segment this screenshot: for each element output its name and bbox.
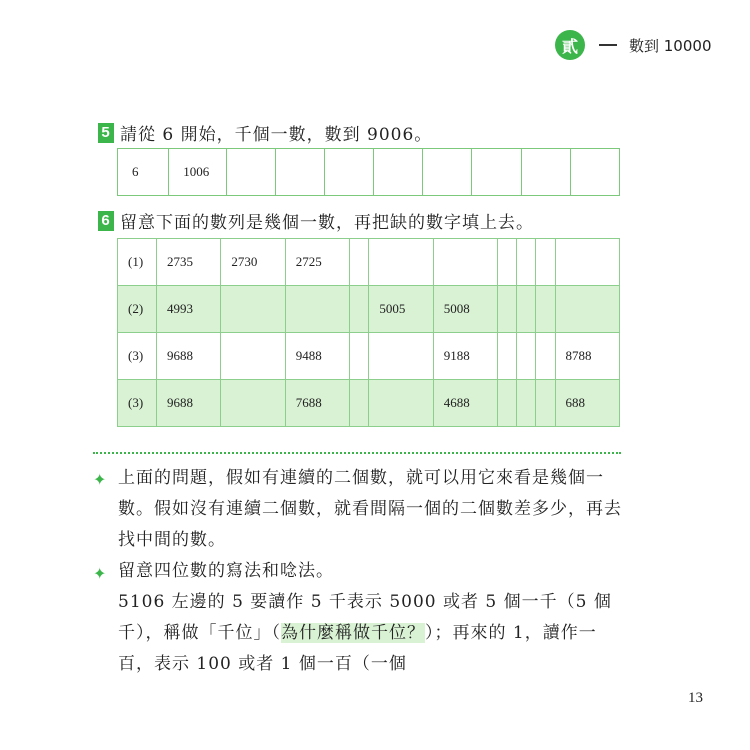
answer-cell[interactable] xyxy=(350,239,369,286)
answer-cell[interactable] xyxy=(423,149,472,196)
star-bullet-icon: ✦ xyxy=(93,564,107,583)
answer-cell[interactable] xyxy=(369,380,433,427)
table-row xyxy=(118,380,620,427)
note-text: 5106 左邊的 5 要讀作 5 千表示 5000 或者 5 個一千（5 個千），稱做「千位」（ xyxy=(118,592,612,643)
answer-cell[interactable]: 6 xyxy=(118,149,169,196)
question-6-text: 留意下面的數列是幾個一數，再把缺的數字填上去。 xyxy=(120,213,534,233)
answer-cell[interactable] xyxy=(517,380,536,427)
answer-cell[interactable] xyxy=(555,239,619,286)
question-6-number: 6 xyxy=(98,211,114,231)
answer-cell[interactable] xyxy=(498,286,517,333)
answer-cell[interactable]: 4993 xyxy=(157,286,221,333)
answer-cell[interactable]: 8788 xyxy=(555,333,619,380)
answer-cell[interactable] xyxy=(555,286,619,333)
row-label: (1) xyxy=(118,239,157,286)
chapter-title: 數到 10000 xyxy=(629,36,712,55)
answer-cell[interactable] xyxy=(472,149,521,196)
answer-cell[interactable] xyxy=(517,239,536,286)
answer-cell[interactable] xyxy=(350,286,369,333)
answer-cell[interactable] xyxy=(226,149,275,196)
answer-cell[interactable]: 2735 xyxy=(157,239,221,286)
answer-cell[interactable] xyxy=(498,380,517,427)
answer-cell[interactable] xyxy=(521,149,570,196)
answer-cell[interactable] xyxy=(324,149,373,196)
answer-cell[interactable] xyxy=(570,149,619,196)
answer-cell[interactable]: 9188 xyxy=(433,333,497,380)
answer-cell[interactable] xyxy=(221,380,285,427)
answer-cell[interactable] xyxy=(536,380,555,427)
answer-cell[interactable]: 5005 xyxy=(369,286,433,333)
question-6 xyxy=(98,208,534,233)
answer-cell[interactable]: 2725 xyxy=(285,239,349,286)
section-divider xyxy=(93,452,621,454)
answer-cell[interactable] xyxy=(498,239,517,286)
chapter-header xyxy=(555,30,712,60)
table-row xyxy=(118,149,620,196)
answer-cell[interactable]: 4688 xyxy=(433,380,497,427)
answer-cell[interactable]: 2730 xyxy=(221,239,285,286)
answer-cell[interactable] xyxy=(275,149,324,196)
answer-cell[interactable] xyxy=(433,239,497,286)
question-5 xyxy=(98,120,432,145)
answer-cell[interactable] xyxy=(517,286,536,333)
answer-cell[interactable] xyxy=(536,286,555,333)
question-5-number: 5 xyxy=(98,123,114,143)
chapter-badge: 貳 xyxy=(555,30,585,60)
highlighted-question: 為什麼稱做千位？ xyxy=(281,623,425,643)
star-bullet-icon: ✦ xyxy=(93,470,107,489)
answer-cell[interactable] xyxy=(517,333,536,380)
answer-cell[interactable] xyxy=(536,333,555,380)
table-row xyxy=(118,239,620,286)
answer-cell[interactable]: 7688 xyxy=(285,380,349,427)
page-number: 13 xyxy=(688,690,703,706)
answer-cell[interactable]: 1006 xyxy=(169,149,226,196)
answer-cell[interactable]: 688 xyxy=(555,380,619,427)
answer-cell[interactable] xyxy=(369,239,433,286)
row-label: (3) xyxy=(118,380,157,427)
row-label: (2) xyxy=(118,286,157,333)
answer-cell[interactable] xyxy=(536,239,555,286)
note-text: ）；再來的 1，讀作一百，表示 100 或者 1 個一百（一個 xyxy=(118,623,597,674)
question-5-text: 請從 6 開始，千個一數，數到 9006。 xyxy=(120,125,433,145)
answer-cell[interactable] xyxy=(350,333,369,380)
answer-cell[interactable] xyxy=(221,286,285,333)
answer-cell[interactable]: 9688 xyxy=(157,380,221,427)
answer-cell[interactable] xyxy=(374,149,423,196)
answer-cell[interactable] xyxy=(498,333,517,380)
question-5-table xyxy=(117,148,620,196)
answer-cell[interactable] xyxy=(369,333,433,380)
table-row xyxy=(118,286,620,333)
answer-cell[interactable]: 9488 xyxy=(285,333,349,380)
question-6-table xyxy=(117,238,620,427)
note-paragraph-1: 上面的問題，假如有連續的二個數，就可以用它來看是幾個一數。假如沒有連續二個數，就看間隔一個的二個數差多少，再去找中間的數。 xyxy=(118,468,622,550)
answer-cell[interactable] xyxy=(285,286,349,333)
answer-cell[interactable] xyxy=(350,380,369,427)
note-paragraph-2 xyxy=(118,587,628,680)
answer-cell[interactable]: 9688 xyxy=(157,333,221,380)
answer-cell[interactable]: 5008 xyxy=(433,286,497,333)
answer-cell[interactable] xyxy=(221,333,285,380)
note-paragraph-2-heading: 留意四位數的寫法和唸法。 xyxy=(118,561,334,581)
row-label: (3) xyxy=(118,333,157,380)
table-row xyxy=(118,333,620,380)
chapter-dash xyxy=(599,44,617,46)
